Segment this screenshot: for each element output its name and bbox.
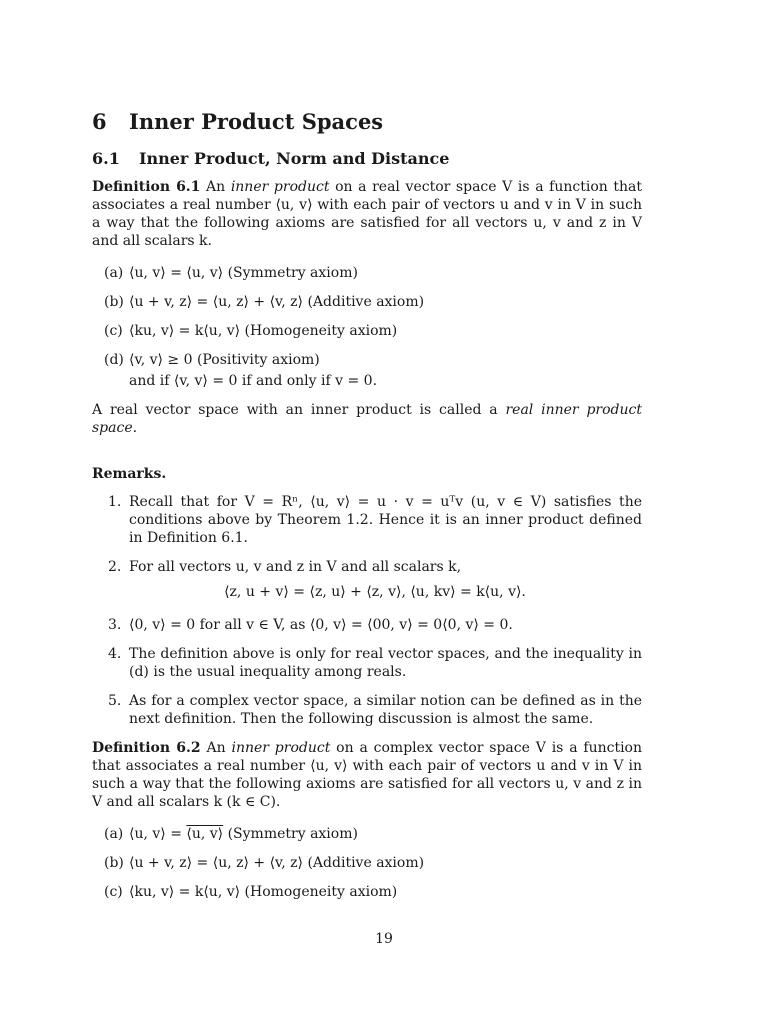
axiom-text: ⟨u, v⟩ = ⟨u, v⟩ (Symmetry axiom): [129, 265, 358, 281]
definition-text: An: [200, 179, 231, 195]
definition-6-2: [92, 739, 642, 811]
display-equation: ⟨z, u + v⟩ = ⟨z, u⟩ + ⟨z, v⟩, ⟨u, kv⟩ = k⟨u, v⟩.: [224, 584, 526, 600]
definition-closing: [92, 401, 642, 437]
subsection-heading: [92, 148, 642, 170]
axiom-item: [104, 264, 642, 282]
page-number: 19: [375, 931, 393, 947]
axiom-text: ⟨ku, v⟩ = k⟨u, v⟩ (Homogeneity axiom): [129, 884, 398, 900]
axiom-subtext: and if ⟨v, v⟩ = 0 if and only if v = 0.: [129, 373, 378, 389]
axiom-label: (c): [104, 884, 123, 900]
remark-text: ⟨0, v⟩ = 0 for all v ∈ V, as ⟨0, v⟩ = ⟨00, v⟩ = 0⟨0, v⟩ = 0.: [129, 617, 513, 633]
conjugate-term: ⟨u, v⟩: [186, 826, 224, 842]
definition-text: on a complex vector space V is a function that associates a real number ⟨u, v⟩ with each pair of vectors u and v in V in such a way that the following axioms are satisfied for all vectors u, v and z in V and all scalars k (k ∈ C).: [92, 740, 642, 810]
axiom-label: (d): [104, 352, 124, 368]
axiom-text: ⟨u + v, z⟩ = ⟨u, z⟩ + ⟨v, z⟩ (Additive axiom): [129, 855, 425, 871]
remarks-list: [92, 493, 642, 728]
subsection-number: 6.1: [92, 149, 120, 168]
remark-item: [108, 558, 642, 605]
axiom-item: [104, 351, 642, 390]
axiom-list: [92, 825, 642, 901]
axiom-item: [104, 854, 642, 872]
axiom-label: (c): [104, 323, 123, 339]
section-heading: [92, 108, 642, 136]
closing-text: A real vector space with an inner product is called a: [92, 402, 506, 418]
remark-number: 2.: [108, 559, 122, 575]
axiom-item: [104, 883, 642, 901]
closing-text: .: [132, 420, 138, 436]
definition-text: on a real vector space V is a function that associates a real number ⟨u, v⟩ with each pair of vectors u and v in V in such a way that the following axioms are satisfied for all vectors u, v and z in V and all scalars k.: [92, 179, 642, 249]
axiom-label: (a): [104, 826, 124, 842]
axiom-label: (a): [104, 265, 124, 281]
axiom-item: [104, 322, 642, 340]
section-number: 6: [92, 109, 107, 134]
definition-label: Definition 6.1: [92, 179, 201, 195]
definition-6-1: [92, 178, 642, 250]
remarks-heading: Remarks.: [92, 466, 167, 482]
axiom-label: (b): [104, 855, 124, 871]
axiom-text: ⟨v, v⟩ ≥ 0 (Positivity axiom): [129, 352, 320, 368]
definition-label: Definition 6.2: [92, 740, 201, 756]
axiom-item: [104, 293, 642, 311]
axiom-text: ⟨u + v, z⟩ = ⟨u, z⟩ + ⟨v, z⟩ (Additive axiom): [129, 294, 425, 310]
remark-item: [108, 616, 642, 634]
remark-item: [108, 645, 642, 681]
remark-text: Recall that for V = Rⁿ, ⟨u, v⟩ = u · v = uᵀv (u, v ∈ V) satisfies the conditions above by Theorem 1.2. Hence it is an inner product defined in Definition 6.1.: [129, 494, 642, 546]
remark-item: [108, 493, 642, 547]
remark-number: 3.: [108, 617, 122, 633]
axiom-lhs: ⟨u, v⟩ =: [129, 826, 187, 842]
remark-item: [108, 692, 642, 728]
remark-text: As for a complex vector space, a similar notion can be defined as in the next definition. Then the following discussion is almost the same.: [129, 693, 642, 727]
axiom-list: [92, 264, 642, 390]
remark-number: 5.: [108, 693, 122, 709]
definition-term: inner product: [231, 740, 331, 756]
axiom-item: [104, 825, 642, 843]
remark-number: 1.: [108, 494, 122, 510]
axiom-label: (b): [104, 294, 124, 310]
remark-text: For all vectors u, v and z in V and all scalars k,: [129, 559, 462, 575]
definition-term: inner product: [230, 179, 330, 195]
section-title: Inner Product Spaces: [129, 109, 384, 134]
axiom-text: (Symmetry axiom): [223, 826, 358, 842]
remark-text: The definition above is only for real vector spaces, and the inequality in (d) is the usual inequality among reals.: [129, 646, 642, 680]
axiom-text: ⟨ku, v⟩ = k⟨u, v⟩ (Homogeneity axiom): [129, 323, 398, 339]
remark-number: 4.: [108, 646, 122, 662]
closing-term: real inner product space: [92, 402, 642, 436]
definition-text: An: [200, 740, 232, 756]
subsection-title: Inner Product, Norm and Distance: [139, 149, 450, 168]
